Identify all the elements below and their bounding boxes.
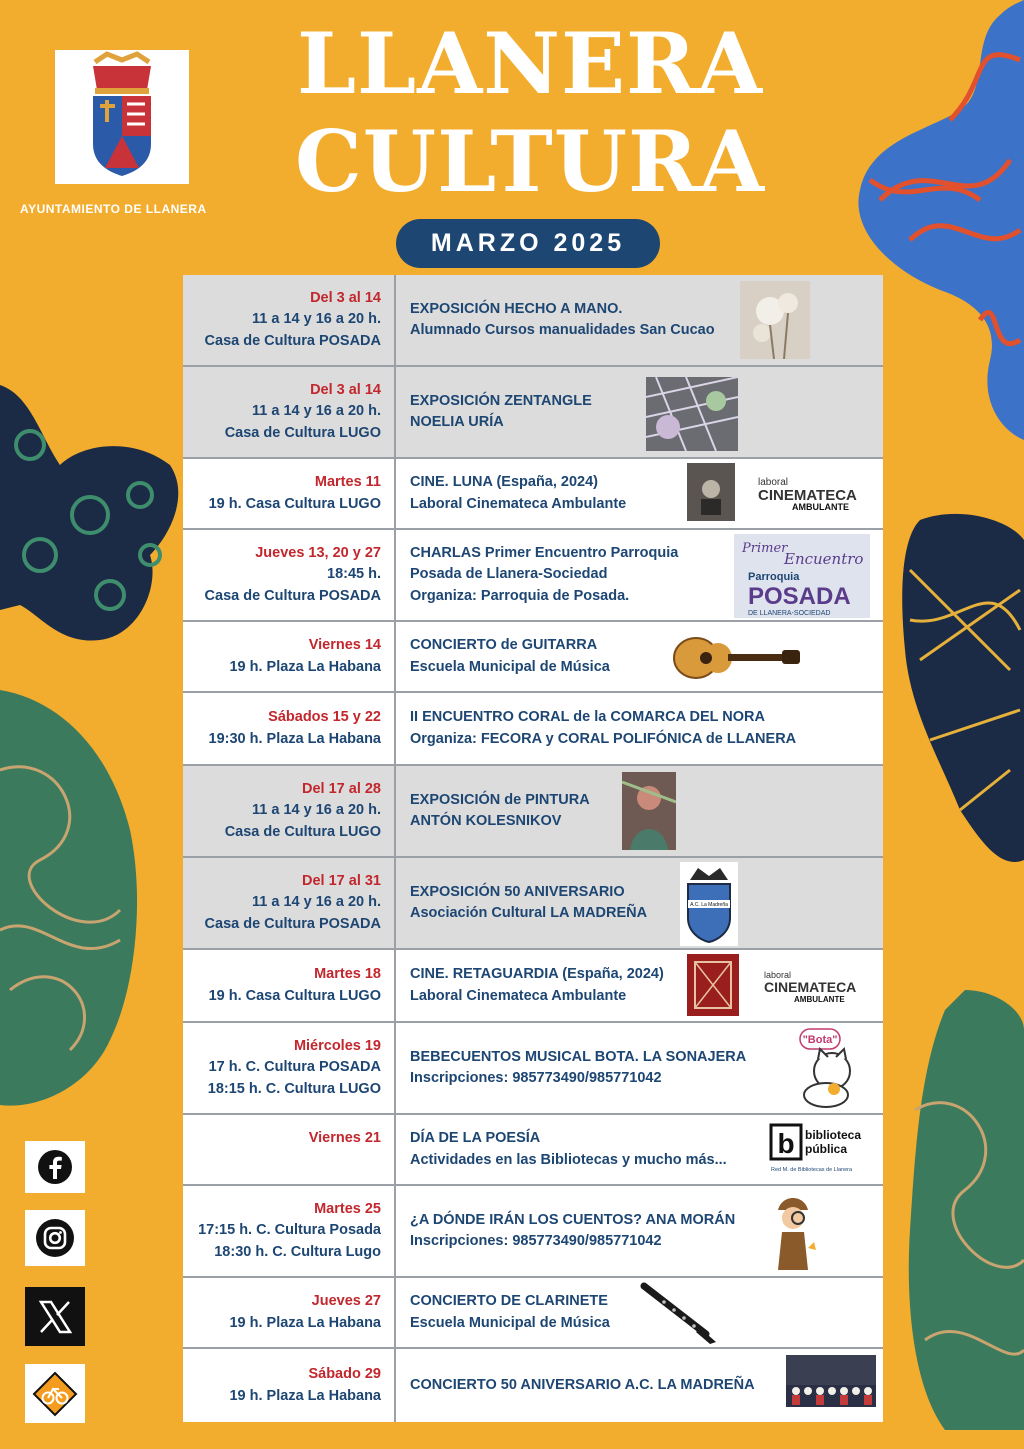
event-time: 11 a 14 y 16 a 20 h. — [252, 802, 381, 819]
month-badge: MARZO 2025 — [396, 219, 660, 268]
cinemateca-logo-small: laboral — [758, 477, 789, 488]
svg-text:b: b — [777, 1128, 795, 1159]
event-venue: Casa de Cultura POSADA — [204, 587, 381, 604]
event-detail: Organiza: FECORA y CORAL POLIFÓNICA de LLANERA — [410, 730, 797, 747]
organization-name: AYUNTAMIENTO DE LLANERA — [20, 202, 207, 216]
decorative-blob-green-left-icon — [0, 690, 140, 1110]
event-venue: Casa de Cultura POSADA — [204, 915, 381, 932]
table-row — [183, 1115, 883, 1186]
poster-title-line2: CULTURA — [294, 112, 766, 211]
event-date: Del 3 al 14 — [310, 289, 381, 306]
event-time: 19 h. Casa Cultura LUGO — [208, 495, 381, 512]
event-date: Del 17 al 31 — [302, 872, 381, 889]
event-what — [396, 275, 883, 365]
biblioteca-logo — [769, 1123, 877, 1175]
event-when — [183, 950, 396, 1021]
madrena-crest-icon — [680, 862, 738, 946]
event-title: CINE. RETAGUARDIA (España, 2024) — [410, 966, 664, 982]
event-title: BEBECUENTOS MUSICAL BOTA. LA SONAJERA — [410, 1048, 747, 1065]
bike-route-link[interactable] — [25, 1364, 85, 1423]
event-time: 19 h. Casa Cultura LUGO — [208, 987, 381, 1004]
encuentro-logo-line4: POSADA — [748, 583, 851, 610]
decorative-blob-green-right-icon — [905, 990, 1024, 1430]
event-time: 19 h. Plaza La Habana — [229, 1387, 381, 1404]
event-date: Jueves 13, 20 y 27 — [255, 544, 381, 561]
event-time: 19 h. Plaza La Habana — [229, 658, 381, 675]
event-detail: Inscripciones: 985773490/985771042 — [410, 1233, 662, 1249]
biblioteca-logo-line3: Red M. de Bibliotecas de Llanera — [771, 1167, 853, 1173]
event-time: 11 a 14 y 16 a 20 h. — [252, 894, 381, 911]
event-what — [396, 1349, 883, 1422]
event-when — [183, 275, 396, 365]
cinemateca-logo-main: CINEMATECA — [764, 979, 857, 995]
event-title: EXPOSICIÓN 50 ANIVERSARIO — [410, 883, 625, 900]
group-photo-icon — [786, 1355, 876, 1407]
event-detail: NOELIA URÍA — [410, 414, 504, 430]
event-detail: Posada de Llanera-Sociedad — [410, 566, 608, 583]
event-title: CHARLAS Primer Encuentro Parroquia — [410, 544, 679, 561]
encuentro-logo-line1: Primer — [742, 541, 788, 556]
instagram-icon — [35, 1218, 75, 1258]
event-detail: Laboral Cinemateca Ambulante — [410, 987, 627, 1004]
detective-illustration-icon — [768, 1192, 818, 1274]
event-detail: Inscripciones: 985773490/985771042 — [410, 1070, 662, 1086]
film-poster-icon — [687, 463, 735, 521]
flowers-photo-icon — [740, 281, 810, 359]
event-what — [396, 1023, 883, 1113]
event-venue: Casa de Cultura LUGO — [224, 424, 381, 441]
event-title: CONCIERTO de GUITARRA — [410, 637, 598, 653]
event-time: 17:15 h. C. Cultura Posada — [198, 1222, 381, 1239]
event-detail: ANTÓN KOLESNIKOV — [410, 813, 562, 829]
event-when — [183, 459, 396, 528]
event-when — [183, 858, 396, 948]
event-schedule — [183, 275, 883, 1422]
event-title: CONCIERTO 50 ANIVERSARIO A.C. LA MADREÑA — [410, 1376, 755, 1393]
event-venue: Casa de Cultura POSADA — [204, 332, 381, 349]
decorative-blob-dark-right-icon — [900, 510, 1024, 870]
event-title: II ENCUENTRO CORAL de la COMARCA DEL NORA — [410, 709, 766, 725]
event-title: CINE. LUNA (España, 2024) — [410, 474, 599, 490]
event-title: DÍA DE LA POESÍA — [410, 1130, 541, 1146]
event-title: EXPOSICIÓN HECHO A MANO. — [410, 300, 623, 317]
event-what — [396, 459, 883, 528]
event-when — [183, 693, 396, 764]
event-what — [396, 367, 883, 457]
event-title: EXPOSICIÓN de PINTURA — [410, 791, 590, 808]
event-what — [396, 950, 883, 1021]
painting-icon — [622, 772, 676, 850]
event-date: Jueves 27 — [311, 1293, 381, 1309]
event-when — [183, 1186, 396, 1276]
event-title: CONCIERTO DE CLARINETE — [410, 1293, 608, 1309]
event-venue: Casa de Cultura LUGO — [224, 823, 381, 840]
event-detail: Asociación Cultural LA MADREÑA — [410, 905, 648, 921]
event-what — [396, 1115, 883, 1184]
event-date: Martes 11 — [314, 474, 381, 490]
table-row — [183, 950, 883, 1023]
table-row — [183, 858, 883, 950]
event-time: 11 a 14 y 16 a 20 h. — [252, 311, 381, 328]
cinemateca-logo — [762, 966, 862, 1006]
event-what — [396, 530, 883, 620]
cinemateca-logo-main: CINEMATECA — [758, 487, 857, 504]
table-row — [183, 275, 883, 367]
facebook-icon — [37, 1149, 73, 1185]
x-link[interactable] — [25, 1287, 85, 1346]
bota-label: "Bota" — [802, 1034, 838, 1046]
event-when — [183, 1278, 396, 1347]
clarinet-icon — [640, 1282, 720, 1344]
event-organizer: Organiza: Parroquia de Posada. — [410, 587, 630, 604]
event-time-2: 18:30 h. C. Cultura Lugo — [214, 1243, 381, 1260]
event-what — [396, 766, 883, 856]
event-when — [183, 367, 396, 457]
event-detail: Alumnado Cursos manualidades San Cucao — [410, 322, 715, 338]
cinemateca-logo-small: laboral — [764, 970, 792, 980]
event-date: Miércoles 19 — [293, 1037, 381, 1054]
event-when — [183, 1349, 396, 1422]
table-row — [183, 693, 883, 766]
cat-illustration-icon — [790, 1027, 862, 1111]
table-row — [183, 1186, 883, 1278]
event-detail: Laboral Cinemateca Ambulante — [410, 495, 627, 512]
event-when — [183, 1115, 396, 1184]
event-time: 17 h. C. Cultura POSADA — [208, 1059, 381, 1076]
cinemateca-logo-sub: AMBULANTE — [792, 502, 849, 512]
encuentro-logo-line3: Parroquia — [748, 571, 800, 583]
biblioteca-logo-line2: pública — [805, 1142, 848, 1156]
event-time: 18:45 h. — [327, 566, 381, 583]
cinemateca-logo — [754, 473, 864, 513]
table-row — [183, 766, 883, 858]
decorative-blob-navy-icon — [0, 385, 182, 650]
cinemateca-logo-sub: AMBULANTE — [794, 995, 845, 1004]
event-time-2: 18:15 h. C. Cultura LUGO — [207, 1080, 381, 1097]
event-date: Del 3 al 14 — [310, 381, 381, 398]
madrena-crest-label: A.C. La Madreña — [690, 902, 728, 908]
event-when — [183, 1023, 396, 1113]
event-what — [396, 858, 883, 948]
event-what — [396, 622, 883, 691]
guitar-icon — [672, 630, 802, 682]
coat-of-arms — [55, 50, 189, 184]
event-title: EXPOSICIÓN ZENTANGLE — [410, 392, 592, 409]
biblioteca-logo-line1: biblioteca — [805, 1128, 862, 1142]
encuentro-logo-line2: Encuentro — [784, 550, 864, 568]
event-when — [183, 622, 396, 691]
encuentro-logo-line5: DE LLANERA-SOCIEDAD — [748, 610, 831, 617]
event-time: 11 a 14 y 16 a 20 h. — [252, 403, 381, 420]
table-row — [183, 1278, 883, 1349]
event-when — [183, 766, 396, 856]
event-what — [396, 1186, 883, 1276]
table-row — [183, 367, 883, 459]
event-what — [396, 693, 883, 764]
table-row — [183, 1349, 883, 1422]
event-date: Martes 18 — [314, 966, 381, 982]
x-icon — [35, 1297, 75, 1337]
event-date: Sábado 29 — [308, 1366, 381, 1382]
poster-title-line1: LLANERA — [296, 14, 764, 113]
coat-of-arms-icon — [55, 50, 189, 184]
table-row — [183, 530, 883, 622]
event-date: Del 17 al 28 — [302, 780, 381, 797]
event-date: Sábados 15 y 22 — [268, 709, 381, 725]
event-when — [183, 530, 396, 620]
event-detail: Escuela Municipal de Música — [410, 658, 610, 675]
bike-icon — [32, 1371, 78, 1417]
event-time: 19:30 h. Plaza La Habana — [208, 730, 381, 747]
table-row — [183, 622, 883, 693]
table-row — [183, 459, 883, 530]
event-date: Martes 25 — [314, 1200, 381, 1217]
film-poster-red-icon — [687, 954, 739, 1016]
facebook-link[interactable] — [25, 1141, 85, 1193]
event-detail: Escuela Municipal de Música — [410, 1314, 610, 1331]
event-what — [396, 1278, 883, 1347]
event-time: 19 h. Plaza La Habana — [229, 1314, 381, 1331]
encuentro-logo — [734, 534, 870, 618]
event-date: Viernes 21 — [308, 1130, 381, 1146]
event-date: Viernes 14 — [308, 637, 381, 653]
event-detail: Actividades en las Bibliotecas y mucho más... — [410, 1151, 727, 1168]
event-title: ¿A DÓNDE IRÁN LOS CUENTOS? ANA MORÁN — [410, 1211, 736, 1228]
table-row — [183, 1023, 883, 1115]
zentangle-artwork-icon — [646, 377, 738, 451]
instagram-link[interactable] — [25, 1210, 85, 1266]
